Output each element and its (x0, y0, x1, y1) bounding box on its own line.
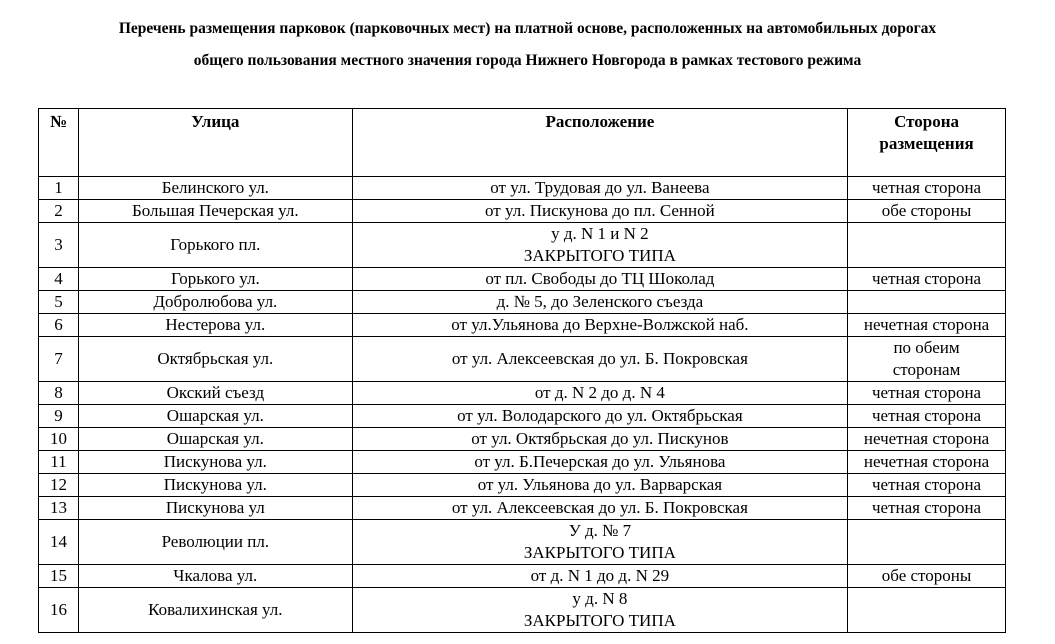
cell-street: Горького ул. (78, 268, 352, 291)
cell-location-line-1: от ул. Пискунова до пл. Сенной (485, 201, 715, 220)
header-location: Расположение (352, 109, 847, 177)
cell-num: 5 (39, 291, 79, 314)
table-row (39, 337, 1006, 382)
cell-street: Ковалихинская ул. (78, 588, 352, 633)
table-row (39, 474, 1006, 497)
cell-location-line-1: от ул. Трудовая до ул. Ванеева (490, 178, 710, 197)
cell-location-line-1: от ул. Володарского до ул. Октябрьская (457, 406, 743, 425)
table-row (39, 497, 1006, 520)
cell-location (352, 268, 847, 291)
table-row (39, 405, 1006, 428)
cell-street: Белинского ул. (78, 177, 352, 200)
cell-side (848, 405, 1006, 428)
cell-location (352, 451, 847, 474)
cell-street: Большая Печерская ул. (78, 200, 352, 223)
table-row (39, 223, 1006, 268)
cell-location-line-2: ЗАКРЫТОГО ТИПА (523, 611, 676, 630)
cell-location (352, 428, 847, 451)
cell-num: 7 (39, 337, 79, 382)
cell-location-line-1: от д. N 1 до д. N 29 (530, 566, 670, 585)
cell-location-line-1: д. № 5, до Зеленского съезда (496, 292, 704, 311)
cell-street: Ошарская ул. (78, 405, 352, 428)
cell-side-line-2: сторонам (892, 360, 961, 379)
table-row (39, 382, 1006, 405)
cell-side (848, 451, 1006, 474)
cell-num: 14 (39, 520, 79, 565)
cell-street: Ошарская ул. (78, 428, 352, 451)
cell-side-line-1: четная сторона (871, 383, 982, 402)
table-row (39, 314, 1006, 337)
cell-location-line-1: от ул. Алексеевская до ул. Б. Покровская (451, 349, 748, 368)
cell-side (848, 223, 1006, 268)
cell-location-line-1: У д. № 7 (568, 521, 632, 540)
cell-location-line-1: от ул. Алексеевская до ул. Б. Покровская (451, 498, 748, 517)
cell-num: 1 (39, 177, 79, 200)
cell-side (848, 520, 1006, 565)
cell-location (352, 520, 847, 565)
table-row (39, 200, 1006, 223)
table-row (39, 520, 1006, 565)
cell-num: 15 (39, 565, 79, 588)
cell-side (848, 291, 1006, 314)
cell-num: 9 (39, 405, 79, 428)
title-line-1: Перечень размещения парковок (парковочных мест) на платной основе, расположенных на автомобильных дорогах (118, 20, 937, 37)
header-num: № (39, 109, 79, 177)
cell-street: Пискунова ул. (78, 451, 352, 474)
cell-num: 3 (39, 223, 79, 268)
cell-location-line-1: у д. N 1 и N 2 (551, 224, 649, 243)
cell-location (352, 223, 847, 268)
cell-side-line-1: нечетная сторона (863, 315, 990, 334)
cell-side-line-1: четная сторона (871, 475, 982, 494)
cell-side (848, 314, 1006, 337)
header-side (848, 109, 1006, 177)
cell-num: 2 (39, 200, 79, 223)
cell-side-line-1: обе стороны (881, 201, 972, 220)
table-row (39, 428, 1006, 451)
cell-street: Чкалова ул. (78, 565, 352, 588)
cell-side (848, 428, 1006, 451)
cell-location (352, 177, 847, 200)
title-line-2: общего пользования местного значения города Нижнего Новгорода в рамках тестового режима (193, 52, 862, 69)
table-row (39, 451, 1006, 474)
table-row (39, 268, 1006, 291)
cell-side-line-1: нечетная сторона (863, 452, 990, 471)
cell-location (352, 337, 847, 382)
cell-location-line-1: от ул. Б.Печерская до ул. Ульянова (474, 452, 726, 471)
cell-street: Окский съезд (78, 382, 352, 405)
cell-location-line-2: ЗАКРЫТОГО ТИПА (523, 246, 676, 265)
cell-location (352, 565, 847, 588)
header-street: Улица (78, 109, 352, 177)
cell-num: 11 (39, 451, 79, 474)
cell-street: Нестерова ул. (78, 314, 352, 337)
cell-side-line-1: обе стороны (881, 566, 972, 585)
cell-side-line-1: по обеим (893, 338, 960, 357)
cell-location-line-1: от пл. Свободы до ТЦ Шоколад (485, 269, 715, 288)
cell-side (848, 382, 1006, 405)
cell-location-line-1: от ул. Октябрьская до ул. Пискунов (471, 429, 729, 448)
cell-location (352, 474, 847, 497)
cell-side (848, 588, 1006, 633)
table-row (39, 565, 1006, 588)
cell-street: Революции пл. (78, 520, 352, 565)
cell-location (352, 314, 847, 337)
cell-num: 4 (39, 268, 79, 291)
parking-table (38, 108, 1006, 633)
cell-side-line-1: нечетная сторона (863, 429, 990, 448)
cell-side (848, 497, 1006, 520)
cell-street: Горького пл. (78, 223, 352, 268)
cell-street: Пискунова ул (78, 497, 352, 520)
cell-side (848, 474, 1006, 497)
cell-side (848, 268, 1006, 291)
cell-side (848, 177, 1006, 200)
cell-side (848, 200, 1006, 223)
cell-location (352, 382, 847, 405)
cell-location (352, 588, 847, 633)
cell-street: Октябрьская ул. (78, 337, 352, 382)
header-side-line-1: Сторона (894, 112, 959, 131)
cell-location-line-1: от ул. Ульянова до ул. Варварская (477, 475, 723, 494)
header-side-line-2: размещения (879, 134, 974, 153)
cell-location (352, 291, 847, 314)
cell-location (352, 497, 847, 520)
cell-location (352, 200, 847, 223)
table-row (39, 291, 1006, 314)
cell-side (848, 565, 1006, 588)
cell-location (352, 405, 847, 428)
cell-num: 10 (39, 428, 79, 451)
cell-side-line-1: четная сторона (871, 269, 982, 288)
cell-num: 6 (39, 314, 79, 337)
table-row (39, 588, 1006, 633)
header-row (39, 109, 1006, 177)
cell-side-line-1: четная сторона (871, 406, 982, 425)
cell-side (848, 337, 1006, 382)
cell-location-line-1: от ул.Ульянова до Верхне-Волжской наб. (451, 315, 749, 334)
table-row (39, 177, 1006, 200)
cell-street: Добролюбова ул. (78, 291, 352, 314)
cell-side-line-1: четная сторона (871, 178, 982, 197)
cell-num: 8 (39, 382, 79, 405)
cell-location-line-1: у д. N 8 (572, 589, 628, 608)
document-title (0, 0, 1055, 77)
cell-num: 13 (39, 497, 79, 520)
cell-num: 12 (39, 474, 79, 497)
cell-street: Пискунова ул. (78, 474, 352, 497)
cell-location-line-1: от д. N 2 до д. N 4 (534, 383, 665, 402)
cell-num: 16 (39, 588, 79, 633)
cell-side-line-1: четная сторона (871, 498, 982, 517)
cell-location-line-2: ЗАКРЫТОГО ТИПА (523, 543, 676, 562)
